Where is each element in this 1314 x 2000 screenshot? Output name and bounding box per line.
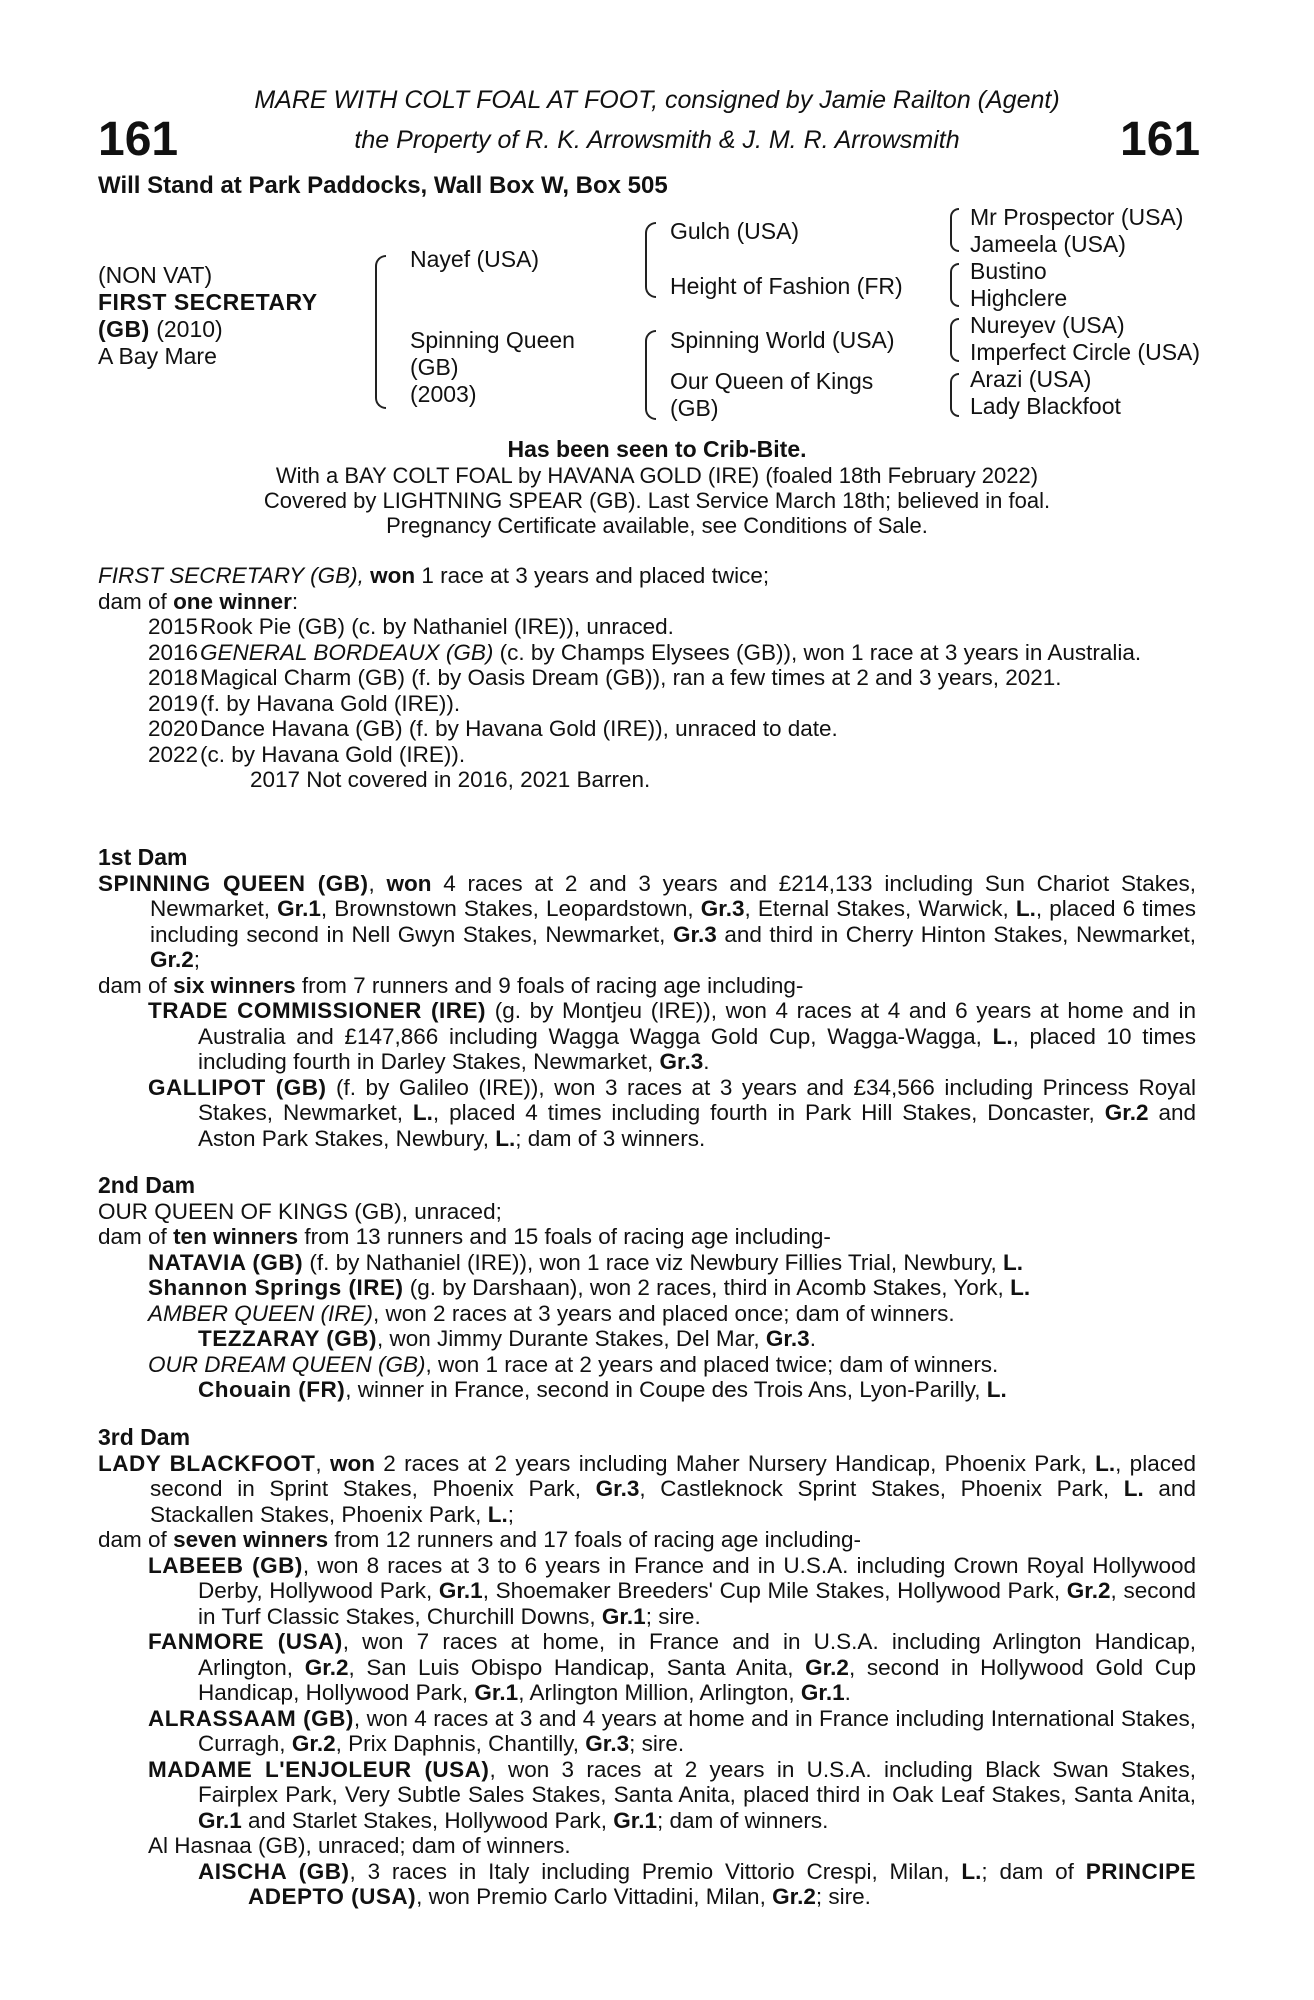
pedigree-gen4: Mr Prospector (USA) Jameela (USA) Bustino Highclere Nureyev (USA) Imperfect Circle (USA) Arazi (USA) Lady Blackfoot [970, 204, 1201, 419]
horse-name: FIRST SECRETARY [98, 289, 318, 315]
produce-row: 2020Dance Havana (GB) (f. by Havana Gold (IRE)), unraced to date. [148, 716, 838, 741]
sire-sire: Gulch (USA) [670, 218, 800, 244]
produce-row: 2016GENERAL BORDEAUX (GB) (c. by Champs Elysees (GB)), won 1 race at 3 years in Australia. [148, 639, 1142, 665]
lot-number-right: 161 [1120, 113, 1201, 166]
produce-record: FIRST SECRETARY (GB), won 1 race at 3 years and placed twice; dam of one winner: 2015Rook Pie (GB) (c. by Nathaniel (IRE)), unraced. 2016GENERAL BORDEAUX (GB) (c. by Champs Elysees (GB)), won 1 race at 3 years in Australia. 2018Magical Charm (GB) (f. by Oasis Dream (GB)), ran a few times at 2 and 3 years, 2021. 2019(f. by Havana Gold (IRE)). 2020Dance Havana (GB) (f. by Havana Gold (IRE)), unraced to date. 2022(c. by Havana Gold (IRE)). 2017 Not covered in 2016, 2021 Barren. [98, 563, 1196, 793]
lot-number-left: 161 [98, 113, 179, 166]
produce-row: 2018Magical Charm (GB) (f. by Oasis Dream (GB)), ran a few times at 2 and 3 years, 2021. [148, 665, 1062, 690]
foal-note: With a BAY COLT FOAL by HAVANA GOLD (IRE) (foaled 18th February 2022) [275, 463, 1039, 488]
sire-dam: Height of Fashion (FR) [670, 273, 903, 299]
horse-origin: (GB) [98, 316, 150, 342]
produce-footer: 2017 Not covered in 2016, 2021 Barren. [250, 767, 651, 792]
consignment-line: MARE WITH COLT FOAL AT FOOT, consigned by Jamie Railton (Agent) [254, 86, 1060, 114]
property-line: the Property of R. K. Arrowsmith & J. M. R. Arrowsmith [354, 126, 960, 154]
pedigree-brace-2b [645, 330, 656, 420]
first-dam-section: 1st Dam SPINNING QUEEN (GB), won 4 races at 2 and 3 years and £214,133 including Sun Chariot Stakes, Newmarket, Gr.1, Brownstown Stakes, Leopardstown, Gr.3, Eternal Stakes, Warwick, L., placed 6 times including second in Nell Gwyn Stakes, Newmarket, Gr.3 and third in Cherry Hinton Stakes, Newmarket, Gr.2; dam of six winners from 7 runners and 9 foals of racing age including- TRADE COMMISSIONER (IRE) (g. by Montjeu (IRE)), won 4 races at 4 and 6 years at home and in Australia and £147,866 including Wagga Wagga Gold Cup, Wagga-Wagga, L., placed 10 times including fourth in Darley Stakes, Newmarket, Gr.3. GALLIPOT (GB) (f. by Galileo (IRE)), won 3 races at 3 years and £34,566 including Princess Royal Stakes, Newmarket, L., placed 4 times including fourth in Park Hill Stakes, Doncaster, Gr.2 and Aston Park Stakes, Newbury, L.; dam of 3 winners. [98, 844, 1197, 1151]
pedigree-brace-2a [645, 222, 656, 298]
dam-sire: Spinning World (USA) [670, 327, 895, 353]
dam-dam: Our Queen of Kings (GB) [670, 368, 874, 421]
produce-row: 2022(c. by Havana Gold (IRE)). [148, 741, 466, 767]
dam: Spinning Queen (GB) (2003) [410, 327, 575, 407]
stand-location: Will Stand at Park Paddocks, Wall Box W, Box 505 [98, 172, 668, 199]
produce-row: 2015Rook Pie (GB) (c. by Nathaniel (IRE)), unraced. [148, 614, 674, 639]
horse-identity [98, 262, 318, 370]
third-dam-heading: 3rd Dam [98, 1424, 191, 1450]
crib-bite-note: Has been seen to Crib-Bite. [507, 436, 807, 462]
vat-status: (NON VAT) [98, 262, 213, 288]
first-dam-heading: 1st Dam [98, 844, 188, 870]
third-dam-section: 3rd Dam LADY BLACKFOOT, won 2 races at 2 years including Maher Nursery Handicap, Phoenix Park, L., placed second in Sprint Stakes, Phoenix Park, Gr.3, Castleknock Sprint Stakes, Phoenix Park, L. and Stackallen Stakes, Phoenix Park, L.; dam of seven winners from 12 runners and 17 foals of racing age including- LABEEB (GB), won 8 races at 3 to 6 years in France and in U.S.A. including Crown Royal Hollywood Derby, Hollywood Park, Gr.1, Shoemaker Breeders' Cup Mile Stakes, Hollywood Park, Gr.2, second in Turf Classic Stakes, Churchill Downs, Gr.1; sire. FANMORE (USA), won 7 races at home, in France and in U.S.A. including Arlington Handicap, Arlington, Gr.2, San Luis Obispo Handicap, Santa Anita, Gr.2, second in Hollywood Gold Cup Handicap, Hollywood Park, Gr.1, Arlington Million, Arlington, Gr.1. ALRASSAAM (GB), won 4 races at 3 and 4 years at home and in France including International Stakes, Curragh, Gr.2, Prix Daphnis, Chantilly, Gr.3; sire. MADAME L'ENJOLEUR (USA), won 3 races at 2 years in U.S.A. including Black Swan Stakes, Fairplex Park, Very Subtle Sales Stakes, Santa Anita, placed third in Oak Leaf Stakes, Santa Anita, Gr.1 and Starlet Stakes, Hollywood Park, Gr.1; dam of winners. Al Hasnaa (GB), unraced; dam of winners. AISCHA (GB), 3 races in Italy including Premio Vittorio Crespi, Milan, L.; dam of PRINCIPE ADEPTO (USA), won Premio Carlo Vittadini, Milan, Gr.2; sire. [98, 1424, 1197, 1909]
horse-description: A Bay Mare [98, 343, 217, 369]
pedigree-bracket-3d [950, 373, 959, 417]
second-dam-heading: 2nd Dam [98, 1172, 196, 1198]
sire: Nayef (USA) [410, 246, 540, 272]
horse-year: (2010) [156, 316, 223, 342]
pedigree-brace-1 [375, 255, 386, 409]
pedigree-bracket-3b [950, 263, 959, 307]
covered-note: Covered by LIGHTNING SPEAR (GB). Last Service March 18th; believed in foal. [263, 488, 1051, 513]
second-dam-section: 2nd Dam OUR QUEEN OF KINGS (GB), unraced; dam of ten winners from 13 runners and 15 foals of racing age including- NATAVIA (GB) (f. by Nathaniel (IRE)), won 1 race viz Newbury Fillies Trial, Newbury, L. Shannon Springs (IRE) (g. by Darshaan), won 2 races, third in Acomb Stakes, York, L. AMBER QUEEN (IRE), won 2 races at 3 years and placed once; dam of winners. TEZZARAY (GB), won Jimmy Durante Stakes, Del Mar, Gr.3. OUR DREAM QUEEN (GB), won 1 race at 2 years and placed twice; dam of winners. Chouain (FR), winner in France, second in Coupe des Trois Ans, Lyon-Parilly, L. [98, 1173, 1196, 1403]
pedigree-bracket-3a [950, 208, 959, 252]
pedigree-bracket-3c [950, 318, 959, 362]
produce-row: 2019(f. by Havana Gold (IRE)). [148, 690, 461, 716]
certificate-note: Pregnancy Certificate available, see Conditions of Sale. [386, 513, 928, 538]
